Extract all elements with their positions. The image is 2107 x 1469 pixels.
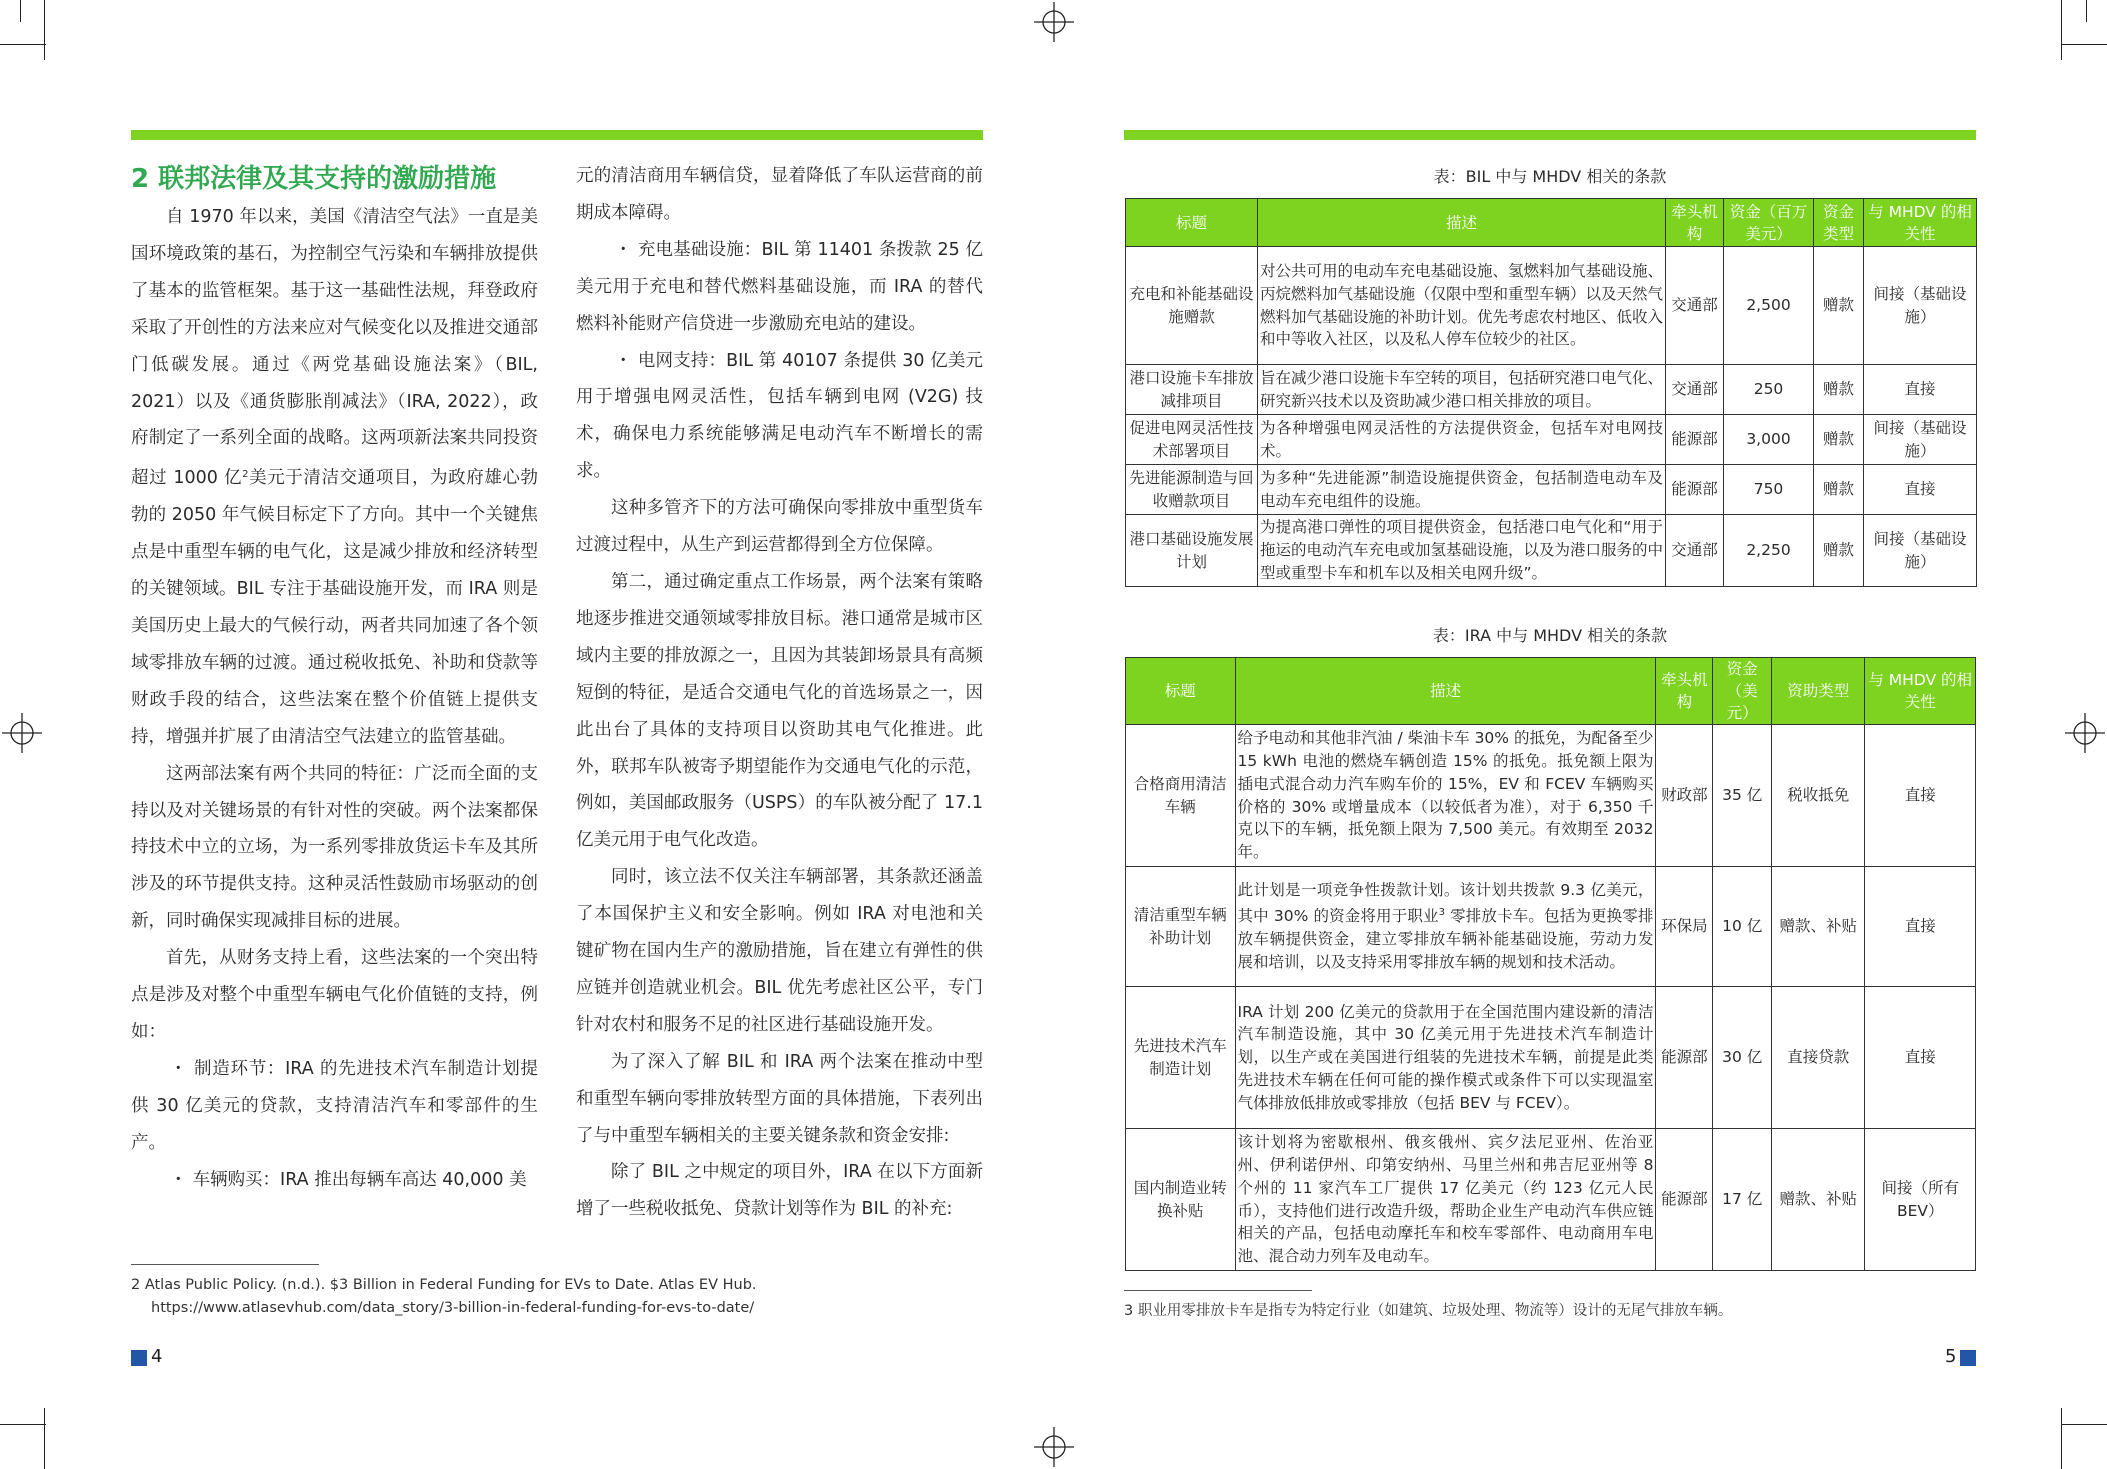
header-agency: 牵头机构 bbox=[1666, 199, 1724, 247]
row-relevance: 直接 bbox=[1865, 867, 1976, 987]
registration-mark-top bbox=[1034, 2, 1074, 42]
row-title: 先进技术汽车制造计划 bbox=[1126, 987, 1236, 1129]
right-footnote-rule bbox=[1124, 1290, 1312, 1291]
row-desc: 此计划是一项竞争性拨款计划。该计划共拨款 9.3 亿美元，其中 30% 的资金将用于职业$^3$ 零排放卡车。包括为更换零排放车辆提供资金，建立零排放车辆补能基础设施，劳动力发展和培训，以及支持采用零排放车辆的规划和技术活动。 bbox=[1235, 867, 1656, 987]
row-agency: 交通部 bbox=[1666, 515, 1724, 587]
table-row bbox=[1126, 247, 1977, 365]
footnote-2-text: 2 Atlas Public Policy. (n.d.). $3 Billion in Federal Funding for EVs to Date. Atlas EV Hub. bbox=[131, 1277, 757, 1293]
left-page-marker bbox=[131, 1350, 147, 1366]
left-column-2 bbox=[576, 158, 983, 1228]
row-title: 清洁重型车辆补助计划 bbox=[1126, 867, 1236, 987]
ira-table bbox=[1125, 657, 1976, 1271]
left-footnote-rule bbox=[131, 1264, 319, 1265]
row-title: 充电和补能基础设施赠款 bbox=[1126, 247, 1258, 365]
row-type: 赠款 bbox=[1814, 415, 1864, 465]
table-header-row bbox=[1126, 658, 1976, 725]
row-desc: 为多种“先进能源”制造设施提供资金，包括制造电动车及电动车充电组件的设施。 bbox=[1258, 465, 1666, 515]
right-page-green-bar bbox=[1124, 130, 1976, 140]
header-amount: 资金（美元） bbox=[1713, 658, 1772, 725]
header-amount: 资金（百万美元） bbox=[1724, 199, 1814, 247]
header-desc: 描述 bbox=[1235, 658, 1656, 725]
registration-mark-bottom bbox=[1034, 1427, 1074, 1467]
left-page-number: 4 bbox=[151, 1346, 163, 1367]
row-agency: 能源部 bbox=[1666, 465, 1724, 515]
registration-mark-right bbox=[2065, 713, 2105, 753]
bullet-grid: ・ 电网支持：BIL 第 40107 条提供 30 亿美元用于增强电网灵活性，包括车辆到电网 (V2G) 技术，确保电力系统能够满足电动汽车不断增长的需求。 bbox=[576, 350, 983, 482]
row-relevance: 间接（基础设施） bbox=[1864, 415, 1977, 465]
row-title: 合格商用清洁车辆 bbox=[1126, 725, 1236, 867]
row-amount: 17 亿 bbox=[1713, 1129, 1772, 1271]
row-relevance: 直接 bbox=[1864, 465, 1977, 515]
row-agency: 环保局 bbox=[1656, 867, 1713, 987]
row-desc: 为提高港口弹性的项目提供资金，包括港口电气化和“用于拖运的电动汽车充电或加氢基础设施，以及为港口服务的中型或重型卡车和机车以及相关电网升级”。 bbox=[1258, 515, 1666, 587]
row-type: 赠款 bbox=[1814, 365, 1864, 415]
row-agency: 财政部 bbox=[1656, 725, 1713, 867]
row-amount: 2,500 bbox=[1724, 247, 1814, 365]
left-page-green-bar bbox=[131, 130, 983, 140]
table-row bbox=[1126, 365, 1977, 415]
row-desc: 为各种增强电网灵活性的方法提供资金，包括车对电网技术。 bbox=[1258, 415, 1666, 465]
row-title: 国内制造业转换补贴 bbox=[1126, 1129, 1236, 1271]
row-amount: 30 亿 bbox=[1713, 987, 1772, 1129]
paragraph-second: 第二，通过确定重点工作场景，两个法案有策略地逐步推进交通领域零排放目标。港口通常是城市区域内主要的排放源之一，且因为其装卸场景具有高频短倒的特征，是适合交通电气化的首选场景之一，因此出台了具体的支持项目以资助其电气化推进。此外，联邦车队被寄予期望能作为交通电气化的示范，例如，美国邮政服务（USPS）的车队被分配了 17.1 亿美元用于电气化改造。 bbox=[576, 571, 983, 851]
row-agency: 能源部 bbox=[1656, 987, 1713, 1129]
paragraph-table-intro: 为了深入了解 BIL 和 IRA 两个法案在推动中型和重型车辆向零排放转型方面的具体措施，下表列出了与中重型车辆相关的主要关键条款和资金安排: bbox=[576, 1051, 983, 1146]
table-row bbox=[1126, 987, 1976, 1129]
section-heading: 2 联邦法律及其支持的激励措施 bbox=[131, 164, 497, 194]
paragraph-financial-support: 首先，从财务支持上看，这些法案的一个突出特点是涉及对整个中重型车辆电气化价值链的支持，例如： bbox=[131, 948, 538, 1042]
header-agency: 牵头机构 bbox=[1656, 658, 1713, 725]
row-amount: 250 bbox=[1724, 365, 1814, 415]
table-row bbox=[1126, 465, 1977, 515]
header-type: 资助类型 bbox=[1772, 658, 1865, 725]
paragraph-protectionism: 同时，该立法不仅关注车辆部署，其条款还涵盖了本国保护主义和安全影响。例如 IRA 对电池和关键矿物在国内生产的激励措施，旨在建立有弹性的供应链并创造就业机会。BIL 优先考虑社区公平，专门针对农村和服务不足的社区进行基础设施开发。 bbox=[576, 867, 983, 1035]
row-relevance: 直接 bbox=[1865, 987, 1976, 1129]
header-desc: 描述 bbox=[1258, 199, 1666, 247]
row-desc: 对公共可用的电动车充电基础设施、氢燃料加气基础设施、丙烷燃料加气基础设施（仅限中型和重型车辆）以及天然气燃料加气基础设施的补助计划。优先考虑农村地区、低收入和中等收入社区，以及私人停车位较少的社区。 bbox=[1258, 247, 1666, 365]
left-column-1 bbox=[131, 161, 538, 1198]
table-row bbox=[1126, 415, 1977, 465]
row-relevance: 间接（所有 BEV） bbox=[1865, 1129, 1976, 1271]
right-page-number: 5 bbox=[1945, 1346, 1957, 1367]
bil-table bbox=[1125, 198, 1977, 587]
row-type: 税收抵免 bbox=[1772, 725, 1865, 867]
row-agency: 能源部 bbox=[1656, 1129, 1713, 1271]
row-amount: 3,000 bbox=[1724, 415, 1814, 465]
paragraph-continued: 元的清洁商用车辆信贷，显着降低了车队运营商的前期成本障碍。 bbox=[576, 166, 983, 223]
table-row bbox=[1126, 725, 1976, 867]
row-title: 促进电网灵活性技术部署项目 bbox=[1126, 415, 1258, 465]
header-title: 标题 bbox=[1126, 199, 1258, 247]
row-type: 直接贷款 bbox=[1772, 987, 1865, 1129]
row-type: 赠款、补贴 bbox=[1772, 867, 1865, 987]
header-title: 标题 bbox=[1126, 658, 1236, 725]
row-relevance: 直接 bbox=[1864, 365, 1977, 415]
row-relevance: 直接 bbox=[1865, 725, 1976, 867]
row-type: 赠款、补贴 bbox=[1772, 1129, 1865, 1271]
footnote-ref-2: 2 bbox=[242, 469, 249, 481]
row-title: 港口基础设施发展计划 bbox=[1126, 515, 1258, 587]
row-amount: 2,250 bbox=[1724, 515, 1814, 587]
table2-caption: 表：IRA 中与 MHDV 相关的条款 bbox=[1432, 626, 1668, 645]
footnote-3-text: 3 职业用零排放卡车是指专为特定行业（如建筑、垃圾处理、物流等）设计的无尾气排放车辆。 bbox=[1124, 1303, 1733, 1319]
row-agency: 交通部 bbox=[1666, 247, 1724, 365]
bullet-vehicle-purchase: ・ 车辆购买：IRA 推出每辆车高达 40,000 美 bbox=[169, 1169, 527, 1190]
header-relevance: 与 MHDV 的相关性 bbox=[1864, 199, 1977, 247]
footnote-ref-3: 3 bbox=[1438, 907, 1446, 919]
table-row bbox=[1126, 867, 1976, 987]
row-relevance: 间接（基础设施） bbox=[1864, 515, 1977, 587]
row-agency: 交通部 bbox=[1666, 365, 1724, 415]
paragraph-ira-intro: 除了 BIL 之中规定的项目外，IRA 在以下方面新增了一些税收抵免、贷款计划等作为 BIL 的补充: bbox=[576, 1162, 983, 1220]
row-type: 赠款 bbox=[1814, 247, 1864, 365]
row-agency: 能源部 bbox=[1666, 415, 1724, 465]
row-desc: 该计划将为密歇根州、俄亥俄州、宾夕法尼亚州、佐治亚州、伊利诺伊州、印第安纳州、马里兰州和弗吉尼亚州等 8 个州的 11 家汽车工厂提供 17 亿美元（约 123 亿元人民币），支持他们进行改造升级，帮助企业生产电动汽车供应链相关的产品，包括电动摩托车和校车零部件、电动商用车电池、混合动力列车及电动车。 bbox=[1235, 1129, 1656, 1271]
row-amount: 750 bbox=[1724, 465, 1814, 515]
table-row bbox=[1126, 1129, 1976, 1271]
footnote-2-url: https://www.atlasevhub.com/data_story/3-billion-in-federal-funding-for-evs-to-date/ bbox=[151, 1300, 755, 1316]
row-relevance: 间接（基础设施） bbox=[1864, 247, 1977, 365]
right-page-marker bbox=[1960, 1350, 1976, 1366]
bullet-charging: ・ 充电基础设施：BIL 第 11401 条拨款 25 亿美元用于充电和替代燃料基础设施，而 IRA 的替代燃料补能财产信贷进一步激励充电站的建设。 bbox=[576, 239, 983, 334]
paragraph-multipronged: 这种多管齐下的方法可确保向零排放中重型货车过渡过程中，从生产到运营都得到全方位保障。 bbox=[576, 498, 983, 556]
table-row bbox=[1126, 515, 1977, 587]
row-desc: 给予电动和其他非汽油 / 柴油卡车 30% 的抵免，为配备至少 15 kWh 电池的燃烧车辆创造 15% 的抵免。抵免额上限为插电式混合动力汽车购车价的 15%，EV 和 FCEV 车辆购买价格的 30% 或增量成本（以较低者为准），对于 6,350 千克以下的车辆，抵免额上限为 7,500 美元。有效期至 2032 年。 bbox=[1235, 725, 1656, 867]
left-footnote bbox=[131, 1274, 971, 1320]
row-desc: 旨在减少港口设施卡车空转的项目，包括研究港口电气化、研究新兴技术以及资助减少港口相关排放的项目。 bbox=[1258, 365, 1666, 415]
row-type: 赠款 bbox=[1814, 515, 1864, 587]
header-relevance: 与 MHDV 的相关性 bbox=[1865, 658, 1976, 725]
row-title: 港口设施卡车排放减排项目 bbox=[1126, 365, 1258, 415]
row-type: 赠款 bbox=[1814, 465, 1864, 515]
row-amount: 35 亿 bbox=[1713, 725, 1772, 867]
bullet-manufacturing: ・ 制造环节：IRA 的先进技术汽车制造计划提供 30 亿美元的贷款，支持清洁汽车和零部件的生产。 bbox=[131, 1058, 538, 1153]
row-amount: 10 亿 bbox=[1713, 867, 1772, 987]
table1-caption: 表：BIL 中与 MHDV 相关的条款 bbox=[1433, 167, 1667, 186]
row-desc: IRA 计划 200 亿美元的贷款用于在全国范围内建设新的清洁汽车制造设施，其中 30 亿美元用于先进技术汽车制造计划，以生产或在美国进行组装的先进技术车辆，前提是此类先进技术车辆在任何可能的操作模式或条件下可以实现温室气体排放低排放或零排放（包括 BEV 与 FCEV）。 bbox=[1235, 987, 1656, 1129]
registration-mark-left bbox=[2, 713, 42, 753]
row-title: 先进能源制造与回收赠款项目 bbox=[1126, 465, 1258, 515]
header-type: 资金类型 bbox=[1814, 199, 1864, 247]
table-header-row bbox=[1126, 199, 1977, 247]
paragraph-common-features: 这两部法案有两个共同的特征：广泛而全面的支持以及对关键场景的有针对性的突破。两个法案都保持技术中立的立场，为一系列零排放货运卡车及其所涉及的环节提供支持。这种灵活性鼓励市场驱动的创新，同时确保实现减排目标的进展。 bbox=[131, 763, 538, 932]
paragraph-intro: 自 1970 年以来，美国《清洁空气法》一直是美国环境政策的基石，为控制空气污染和车辆排放提供了基本的监管框架。基于这一基础性法规，拜登政府采取了开创性的方法来应对气候变化以及推进交通部门低碳发展。通过《两党基础设施法案》（BIL, 2021）以及《通货膨胀削减法》（IRA, 2022），政府制定了一系列全面的战略。这两项新法案共同投资超过 1000 亿$^2$美元于清洁交通项目，为政府雄心勃勃的 2050 年气候目标定下了方向。其中一个关键焦点是中重型车辆的电气化，这是减少排放和经济转型的关键领域。BIL 专注于基础设施开发，而 IRA 则是美国历史上最大的气候行动，两者共同加速了各个领域零排放车辆的过渡。通过税收抵免、补助和贷款等财政手段的结合，这些法案在整个价值链上提供支持，增强并扩展了由清洁空气法建立的监管基础。 bbox=[131, 207, 539, 747]
